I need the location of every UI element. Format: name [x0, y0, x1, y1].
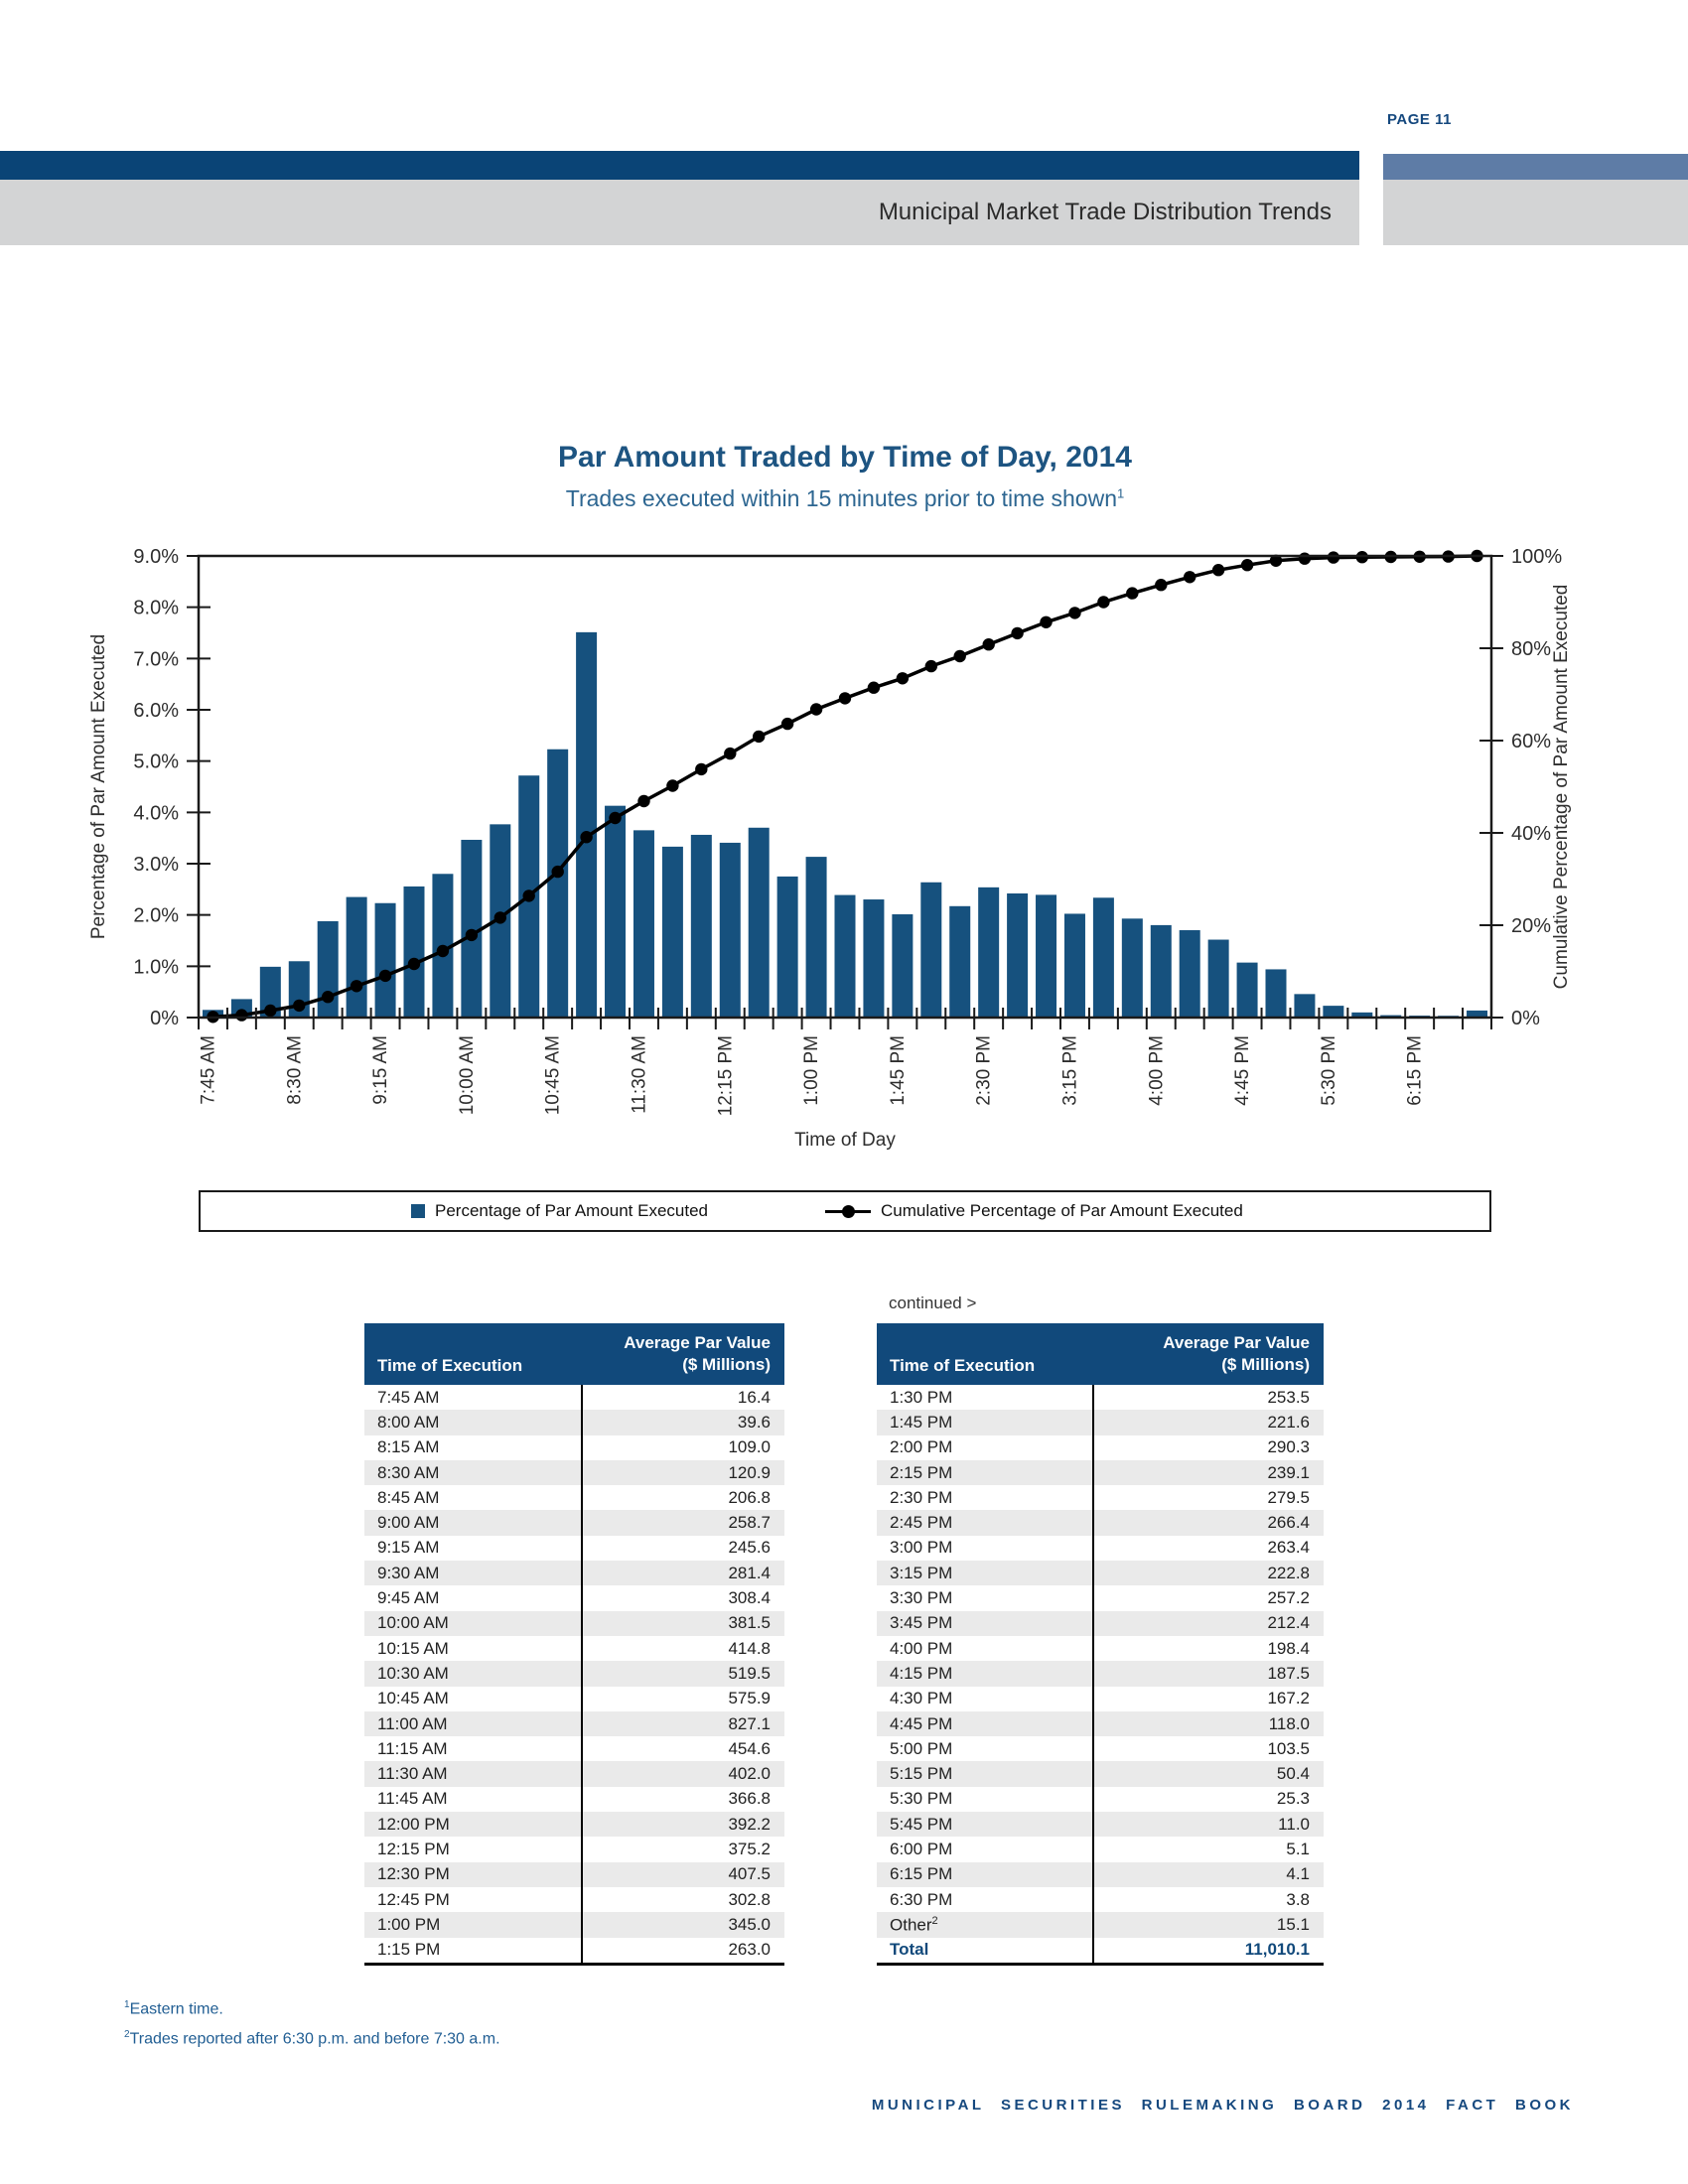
time-cell: 9:15 AM — [377, 1538, 440, 1558]
bar — [1294, 994, 1315, 1018]
legend-item-bars — [411, 1201, 708, 1221]
line-dot — [1040, 616, 1052, 628]
column-header-value — [624, 1332, 771, 1376]
x-tick-label: 2:30 PM — [973, 1035, 995, 1106]
time-cell: 12:45 PM — [377, 1889, 450, 1909]
table-row-total — [877, 1938, 1324, 1963]
table-header — [364, 1323, 784, 1385]
bar — [576, 632, 597, 1018]
value-cell: 120.9 — [728, 1462, 771, 1482]
line-dot — [839, 692, 851, 704]
value-cell: 519.5 — [728, 1663, 771, 1683]
footnote: $^2$Trades reported after 6:30 p.m. and before 7:30 a.m. — [124, 2029, 500, 2048]
bar — [806, 857, 827, 1018]
bar-line-chart — [0, 536, 1688, 1144]
table-row — [364, 1585, 784, 1610]
time-cell: 5:30 PM — [890, 1789, 953, 1809]
header-navy-band — [0, 151, 1359, 180]
line-dot — [235, 1009, 247, 1021]
footnote: $^1$Eastern time. — [124, 1999, 223, 2018]
bar — [777, 877, 798, 1018]
time-cell: 2:15 PM — [890, 1462, 953, 1482]
time-cell: 8:45 AM — [377, 1487, 440, 1507]
table-row — [877, 1711, 1324, 1736]
value-cell: 263.4 — [1267, 1538, 1310, 1558]
bar — [920, 883, 941, 1018]
left-tick-label: 3.0% — [133, 854, 179, 876]
line-dot — [552, 866, 564, 878]
bar — [404, 887, 425, 1018]
value-cell: 575.9 — [728, 1689, 771, 1708]
value-cell: 392.2 — [728, 1814, 771, 1834]
value-cell: 279.5 — [1267, 1487, 1310, 1507]
table-row — [364, 1736, 784, 1761]
value-cell: 308.4 — [728, 1588, 771, 1608]
line-dot — [1184, 571, 1196, 583]
line-dot — [666, 779, 678, 791]
table-row — [877, 1687, 1324, 1711]
table-row — [364, 1887, 784, 1912]
table-row — [364, 1912, 784, 1937]
bar — [892, 914, 913, 1018]
left-tick-label: 5.0% — [133, 751, 179, 773]
value-cell: 5.1 — [1286, 1839, 1310, 1858]
x-tick-label: 5:30 PM — [1318, 1035, 1339, 1106]
table-row — [877, 1561, 1324, 1585]
value-cell: 15.1 — [1276, 1914, 1310, 1934]
line-dot — [724, 748, 736, 759]
value-cell: 212.4 — [1267, 1613, 1310, 1633]
line-dot — [983, 638, 995, 650]
bar — [1122, 918, 1143, 1018]
line-dot — [753, 731, 765, 743]
line-dot — [868, 682, 880, 694]
time-cell: 6:00 PM — [890, 1839, 953, 1858]
left-tick-label: 4.0% — [133, 802, 179, 825]
bar — [1007, 893, 1028, 1018]
chart-subtitle-footnote-marker: 1 — [1117, 485, 1125, 501]
x-tick-label: 9:15 AM — [370, 1035, 392, 1105]
value-cell: 3.8 — [1286, 1889, 1310, 1909]
line-dot — [609, 812, 621, 824]
line-dot — [437, 945, 449, 957]
column-header-value-line2: ($ Millions) — [682, 1355, 771, 1374]
value-cell: 366.8 — [728, 1789, 771, 1809]
line-dot — [954, 650, 966, 662]
bar — [1208, 940, 1229, 1018]
bar — [347, 897, 367, 1018]
value-cell: 221.6 — [1267, 1412, 1310, 1432]
value-cell: 454.6 — [728, 1738, 771, 1758]
line-dot — [1126, 587, 1138, 599]
time-cell: 12:15 PM — [377, 1839, 450, 1858]
time-cell: 2:45 PM — [890, 1513, 953, 1533]
value-cell: 290.3 — [1267, 1437, 1310, 1457]
bar — [691, 835, 712, 1018]
time-cell: 1:00 PM — [377, 1914, 441, 1934]
x-tick-label: 6:15 PM — [1404, 1035, 1426, 1106]
table-row — [877, 1410, 1324, 1434]
value-cell: 39.6 — [737, 1412, 771, 1432]
table-row — [364, 1385, 784, 1410]
time-cell: 10:15 AM — [377, 1638, 449, 1658]
table-row — [877, 1485, 1324, 1510]
line-dot — [1299, 553, 1311, 565]
time-cell: 11:45 AM — [377, 1789, 448, 1809]
time-cell: 9:00 AM — [377, 1513, 440, 1533]
time-cell: 3:30 PM — [890, 1588, 953, 1608]
value-cell: 16.4 — [737, 1387, 771, 1407]
time-cell: 1:15 PM — [377, 1940, 441, 1960]
value-cell: 198.4 — [1267, 1638, 1310, 1658]
bar — [605, 806, 626, 1018]
bar-series — [203, 632, 1487, 1018]
bar — [1180, 930, 1200, 1018]
table-row — [877, 1887, 1324, 1912]
time-cell: 9:30 AM — [377, 1563, 440, 1582]
time-cell: Total — [890, 1940, 929, 1960]
value-cell: 266.4 — [1267, 1513, 1310, 1533]
line-dot — [1155, 579, 1167, 591]
table-row — [877, 1761, 1324, 1786]
column-header-value-line1: Average Par Value — [1163, 1333, 1310, 1352]
x-tick-label: 1:45 PM — [887, 1035, 909, 1106]
right-tick-label: 0% — [1511, 1008, 1540, 1029]
x-tick-label: 4:45 PM — [1232, 1035, 1254, 1106]
left-tick-label: 8.0% — [133, 597, 179, 619]
time-cell: 5:15 PM — [890, 1764, 953, 1784]
time-cell: 11:00 AM — [377, 1713, 448, 1733]
time-cell: 9:45 AM — [377, 1588, 440, 1608]
table-row — [877, 1837, 1324, 1861]
time-cell: 6:15 PM — [890, 1864, 953, 1884]
left-tick-label: 1.0% — [133, 956, 179, 979]
right-tick-label: 40% — [1511, 823, 1552, 845]
value-cell: 11.0 — [1278, 1814, 1310, 1834]
column-divider — [1092, 1385, 1094, 1963]
x-tick-label: 10:45 AM — [542, 1035, 564, 1116]
bar — [1064, 913, 1085, 1018]
bar — [1036, 894, 1056, 1018]
value-cell: 206.8 — [728, 1487, 771, 1507]
table-row — [364, 1510, 784, 1535]
time-cell: 2:00 PM — [890, 1437, 953, 1457]
table-row — [877, 1435, 1324, 1460]
axis-tick-labels — [133, 546, 1562, 1116]
table-row — [364, 1711, 784, 1736]
line-dot — [1097, 596, 1109, 608]
time-cell: 1:45 PM — [890, 1412, 953, 1432]
column-header-time: Time of Execution — [890, 1356, 1036, 1375]
line-dot — [322, 991, 334, 1003]
value-cell: 381.5 — [728, 1613, 771, 1633]
legend-label: Percentage of Par Amount Executed — [435, 1201, 709, 1220]
table-row — [364, 1761, 784, 1786]
chart-subtitle-text: Trades executed within 15 minutes prior to time shown — [565, 485, 1117, 511]
left-tick-label: 6.0% — [133, 700, 179, 722]
table-row — [877, 1862, 1324, 1887]
table-row — [364, 1435, 784, 1460]
table-row — [364, 1636, 784, 1661]
bar — [633, 830, 654, 1018]
bar-swatch-icon — [411, 1204, 425, 1218]
line-dot — [1212, 564, 1224, 576]
value-cell: 245.6 — [728, 1538, 771, 1558]
right-tick-label: 60% — [1511, 731, 1552, 752]
x-tick-label: 4:00 PM — [1146, 1035, 1168, 1106]
bar — [1237, 963, 1258, 1018]
table-row — [364, 1787, 784, 1812]
section-title: Municipal Market Trade Distribution Trends — [878, 199, 1332, 225]
line-dot — [695, 763, 707, 775]
time-cell: 2:30 PM — [890, 1487, 953, 1507]
value-cell: 402.0 — [728, 1764, 771, 1784]
table-row — [364, 1561, 784, 1585]
time-cell: 8:15 AM — [377, 1437, 440, 1457]
document-footer: MUNICIPAL SECURITIES RULEMAKING BOARD 2014 FACT BOOK — [871, 2097, 1574, 2114]
chart-subtitle — [199, 485, 1491, 512]
table-row — [364, 1611, 784, 1636]
table-row — [877, 1611, 1324, 1636]
line-dot — [1328, 551, 1339, 563]
x-axis-title: Time of Day — [794, 1130, 896, 1151]
table-row — [877, 1460, 1324, 1485]
table-row — [364, 1837, 784, 1861]
time-cell: 3:00 PM — [890, 1538, 953, 1558]
continued-label: continued > — [889, 1294, 977, 1312]
value-cell: 50.4 — [1276, 1764, 1310, 1784]
column-header-value-line2: ($ Millions) — [1221, 1355, 1310, 1374]
value-cell: 281.4 — [728, 1563, 771, 1582]
time-cell: 11:15 AM — [377, 1738, 448, 1758]
table-row — [364, 1410, 784, 1434]
line-dot — [1068, 607, 1080, 618]
bar — [1151, 925, 1172, 1018]
bar — [835, 895, 856, 1018]
right-tick-label: 20% — [1511, 915, 1552, 937]
execution-table-right — [877, 1323, 1324, 1966]
table-row — [877, 1787, 1324, 1812]
y-axis-title-right: Cumulative Percentage of Par Amount Executed — [1551, 584, 1572, 990]
time-cell: 10:30 AM — [377, 1663, 449, 1683]
time-cell: 10:45 AM — [377, 1689, 449, 1708]
column-header-time: Time of Execution — [377, 1356, 523, 1375]
x-tick-label: 8:30 AM — [284, 1035, 306, 1105]
time-cell: 3:45 PM — [890, 1613, 953, 1633]
value-cell: 167.2 — [1267, 1689, 1310, 1708]
value-cell: 263.0 — [728, 1940, 771, 1960]
chart-title: Par Amount Traded by Time of Day, 2014 — [558, 441, 1132, 474]
line-dot — [1241, 559, 1253, 571]
table-row — [364, 1485, 784, 1510]
time-cell: 12:30 PM — [377, 1864, 450, 1884]
bar — [720, 843, 741, 1018]
value-cell: 109.0 — [728, 1437, 771, 1457]
bar — [547, 750, 568, 1018]
line-dot — [351, 980, 362, 992]
value-cell: 239.1 — [1267, 1462, 1310, 1482]
line-dot — [408, 958, 420, 970]
value-cell: 118.0 — [1268, 1713, 1310, 1733]
time-cell: 4:30 PM — [890, 1689, 953, 1708]
value-cell: 345.0 — [728, 1914, 771, 1934]
line-dot — [379, 970, 391, 982]
table-header — [877, 1323, 1324, 1385]
time-cell: 4:15 PM — [890, 1663, 953, 1683]
line-dot — [466, 929, 478, 941]
line-dot — [494, 911, 506, 923]
column-header-value-line1: Average Par Value — [624, 1333, 771, 1352]
value-cell: 827.1 — [728, 1713, 771, 1733]
table-row — [877, 1536, 1324, 1561]
table-row — [364, 1536, 784, 1561]
bar — [318, 921, 339, 1018]
time-cell: 7:45 AM — [377, 1387, 440, 1407]
value-cell: 258.7 — [728, 1513, 771, 1533]
time-cell: Other$^2$ — [890, 1914, 938, 1935]
bar — [978, 887, 999, 1018]
footnotes — [124, 1992, 500, 2053]
table-row — [364, 1460, 784, 1485]
line-dot — [897, 672, 909, 684]
value-cell: 103.5 — [1267, 1738, 1310, 1758]
table-row — [877, 1636, 1324, 1661]
time-cell: 3:15 PM — [890, 1563, 953, 1582]
time-cell: 8:30 AM — [377, 1462, 440, 1482]
value-cell: 187.5 — [1267, 1663, 1310, 1683]
value-cell: 4.1 — [1286, 1864, 1310, 1884]
time-cell: 6:30 PM — [890, 1889, 953, 1909]
table-row — [364, 1812, 784, 1837]
left-tick-label: 7.0% — [133, 648, 179, 671]
x-tick-label: 11:30 AM — [629, 1035, 650, 1114]
x-tick-label: 3:15 PM — [1059, 1035, 1081, 1106]
line-dot — [580, 831, 592, 843]
chart-legend — [199, 1190, 1491, 1232]
header-gray-band-right — [1383, 180, 1688, 245]
bar — [662, 847, 683, 1018]
table-row — [877, 1510, 1324, 1535]
line-dot — [637, 795, 649, 807]
time-cell: 10:00 AM — [377, 1613, 449, 1633]
bar — [949, 906, 970, 1018]
legend-item-line — [825, 1201, 1243, 1221]
value-cell: 302.8 — [728, 1889, 771, 1909]
table-row — [364, 1938, 784, 1963]
bar — [375, 903, 396, 1018]
table-row — [877, 1385, 1324, 1410]
value-cell: 11,010.1 — [1244, 1940, 1310, 1960]
y-axis-title-left: Percentage of Par Amount Executed — [88, 633, 109, 940]
value-cell: 407.5 — [728, 1864, 771, 1884]
line-dot — [264, 1005, 276, 1017]
value-cell: 257.2 — [1267, 1588, 1310, 1608]
bar — [1266, 969, 1287, 1018]
execution-table-left — [364, 1323, 784, 1966]
value-cell: 414.8 — [728, 1638, 771, 1658]
table-row — [364, 1687, 784, 1711]
line-dot — [293, 1000, 305, 1012]
x-tick-label: 12:15 PM — [715, 1035, 737, 1117]
table-row — [877, 1661, 1324, 1686]
time-cell: 12:00 PM — [377, 1814, 450, 1834]
time-cell: 5:45 PM — [890, 1814, 953, 1834]
table-row — [877, 1912, 1324, 1937]
line-dot — [1011, 627, 1023, 639]
legend-label: Cumulative Percentage of Par Amount Executed — [881, 1201, 1243, 1220]
header-accent-band — [1383, 154, 1688, 180]
line-marker-icon — [825, 1210, 871, 1213]
bar — [1323, 1006, 1343, 1018]
value-cell: 253.5 — [1267, 1387, 1310, 1407]
value-cell: 25.3 — [1276, 1789, 1310, 1809]
bar — [749, 828, 770, 1018]
table-body — [364, 1385, 784, 1963]
table-row — [364, 1661, 784, 1686]
value-cell: 375.2 — [728, 1839, 771, 1858]
table-row — [364, 1862, 784, 1887]
column-header-value — [1163, 1332, 1310, 1376]
time-cell: 5:00 PM — [890, 1738, 953, 1758]
time-cell: 1:30 PM — [890, 1387, 953, 1407]
left-tick-label: 0% — [150, 1008, 179, 1029]
table-row — [877, 1812, 1324, 1837]
bar — [863, 899, 884, 1018]
line-dot — [781, 718, 793, 730]
bar — [1093, 897, 1114, 1018]
header-gray-band — [0, 180, 1359, 245]
left-tick-label: 2.0% — [133, 904, 179, 927]
right-tick-label: 80% — [1511, 638, 1552, 660]
page-number-label: PAGE 11 — [1387, 111, 1452, 128]
line-dot — [810, 703, 822, 715]
table-row — [877, 1585, 1324, 1610]
time-cell: 4:45 PM — [890, 1713, 953, 1733]
line-dot — [523, 889, 535, 901]
x-tick-label: 7:45 AM — [198, 1035, 219, 1105]
left-tick-label: 9.0% — [133, 546, 179, 568]
x-tick-label: 10:00 AM — [456, 1035, 478, 1116]
value-cell: 222.8 — [1267, 1563, 1310, 1582]
table-row — [877, 1736, 1324, 1761]
time-cell: 8:00 AM — [377, 1412, 440, 1432]
column-divider — [581, 1385, 583, 1963]
right-tick-label: 100% — [1511, 546, 1563, 568]
time-cell: 11:30 AM — [377, 1764, 448, 1784]
table-body — [877, 1385, 1324, 1963]
x-tick-label: 1:00 PM — [801, 1035, 823, 1106]
time-cell: 4:00 PM — [890, 1638, 953, 1658]
line-dot — [925, 660, 937, 672]
